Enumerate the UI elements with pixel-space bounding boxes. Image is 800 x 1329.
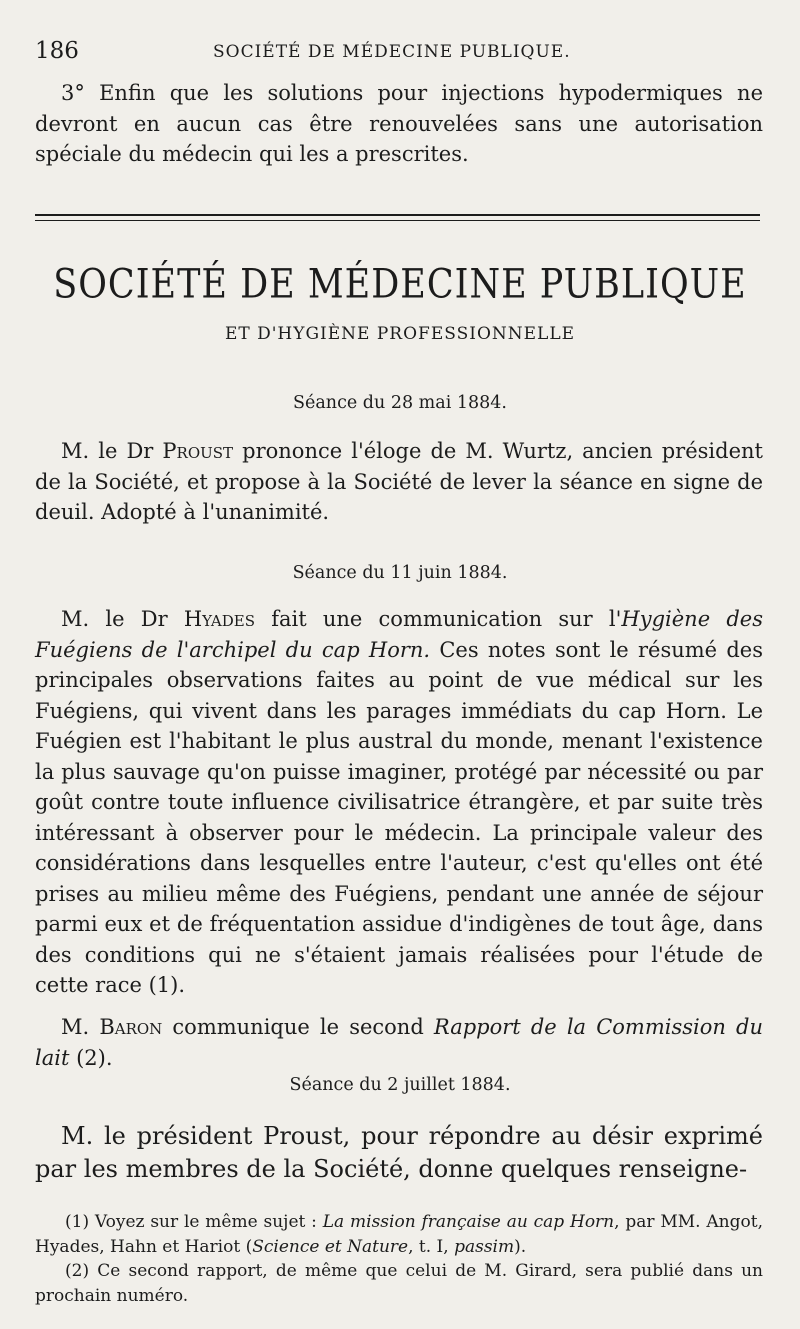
footnote-2: (2) Ce second rapport, de même que celui de M. Girard, sera publié dans un prochain numéro. [35, 1261, 763, 1306]
footnote-1-italic-2: Science et Nature [252, 1236, 409, 1257]
session2-p2-italic-title: Rapport de la Commission du lait [35, 1015, 763, 1070]
society-subtitle: ET D'HYGIÈNE PROFESSIONNELLE [224, 324, 576, 344]
footnote-1-part-c: , t. I, [408, 1236, 449, 1257]
session2-p2-text1: communique le second [172, 1015, 424, 1039]
session2-p2-text2: (2). [76, 1045, 113, 1070]
session3-paragraph: M. le président Proust, pour répondre au désir exprimé par les membres de la Société, donne quelques renseigne- [35, 1122, 763, 1183]
intro-paragraph: 3° Enfin que les solutions pour injections hypodermiques ne devront en aucun cas être renouvelées sans une autorisation spéciale du médecin qui les a prescrites. [35, 81, 763, 166]
section-rule-thin [35, 220, 760, 221]
session2-p1-name: Hyades [183, 607, 255, 631]
session2-p1-text2: Ces notes sont le résumé des principales observations faites au point de vue médical sur les Fuégiens, qui vivent dans les parages immédiats du cap Horn. Le Fuégien est l'habitant le plus austral du monde, menant l'existence la plus sauvage qu'on puisse imaginer, protégé par nécessité ou par goût contre toute influence civilisatrice étrangère, et par suite très intéressant à observer pour le médecin. La principale valeur des considérations dans lesquelles entre l'auteur, c'est qu'elles ont été prises au milieu même des Fuégiens, pendant une année de séjour parmi eux et de fréquentation assidue d'indigènes de tout âge, dans des conditions qui ne s'étaient jamais réalisées pour l'étude de cette race (1). [35, 637, 764, 997]
session2-p1-text1: fait une communication sur l' [271, 607, 622, 631]
footnote-1-part-a: (1) Voyez sur le même sujet : [65, 1212, 317, 1232]
session2-p1-italic-title: Hygiène des Fuégiens de l'archipel du cap Horn. [35, 607, 763, 662]
session-heading-11-juin: Séance du 11 juin 1884. [292, 563, 508, 583]
session2-p2-prefix: M. [61, 1015, 90, 1039]
page-number: 186 [35, 38, 79, 64]
section-rule-thick [35, 214, 760, 216]
footnote-1-italic-1: La mission française au cap Horn [322, 1212, 615, 1232]
session2-p2-name: Baron [99, 1015, 163, 1039]
session2-p1-prefix: M. le Dr [61, 607, 168, 631]
footnote-1-part-d: ). [514, 1236, 527, 1257]
footnote-1-part-b: , par MM. Angot, Hyades, Hahn et Hariot ( [35, 1212, 763, 1257]
session-heading-2-juillet: Séance du 2 juillet 1884. [289, 1075, 511, 1095]
running-title: SOCIÉTÉ DE MÉDECINE PUBLIQUE. [213, 42, 571, 62]
session1-prefix: M. le Dr [61, 439, 154, 463]
footnote-1-italic-3: passim [454, 1236, 515, 1257]
page-header [35, 38, 765, 68]
footnote-1 [35, 1210, 763, 1259]
session2-paragraph-hyades [35, 604, 763, 1001]
session1-name: Proust [162, 439, 234, 463]
session2-paragraph-baron [35, 1012, 763, 1073]
session1-text: prononce l'éloge de M. Wurtz, ancien président de la Société, et propose à la Société de lever la séance en signe de deuil. Adopté à l'unanimité. [35, 439, 763, 524]
session-heading-28-mai: Séance du 28 mai 1884. [293, 393, 507, 413]
session1-paragraph [35, 436, 763, 528]
society-title: SOCIÉTÉ DE MÉDECINE PUBLIQUE [53, 262, 747, 308]
